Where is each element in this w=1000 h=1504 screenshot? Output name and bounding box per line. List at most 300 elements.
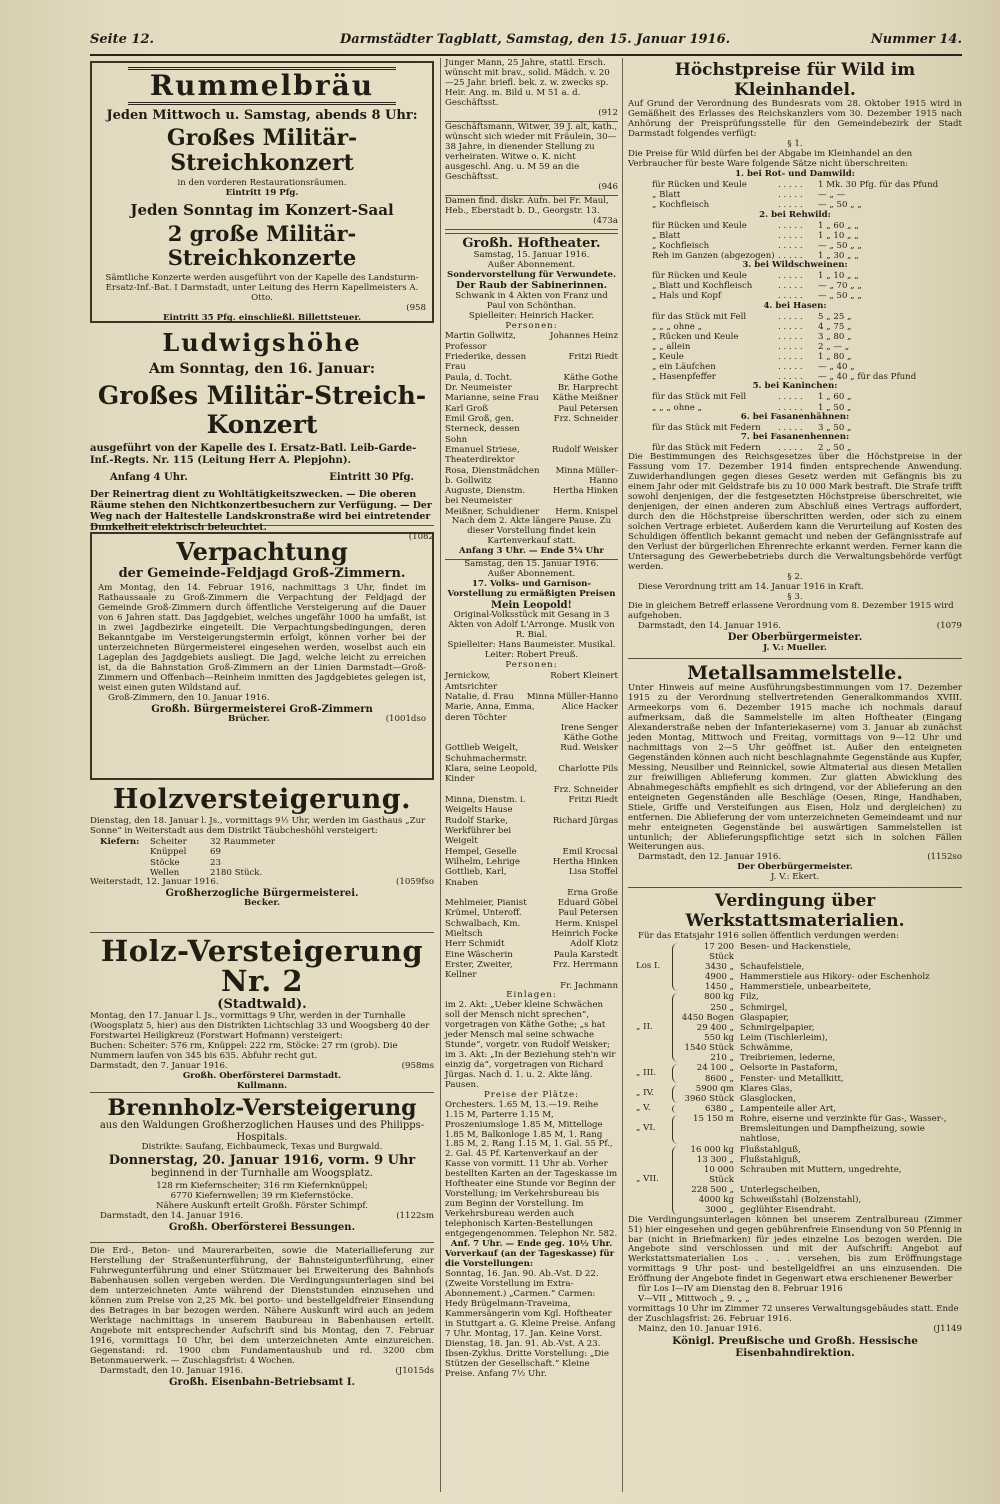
price-leader: . . . . . — [778, 190, 803, 201]
cast-row — [445, 898, 618, 908]
lot-desc: Hammerstiele aus Hikory- oder Eschenholz — [740, 972, 930, 983]
cast-actor: Rud. Weisker — [560, 743, 618, 754]
cast-actor: Frz. Schneider — [553, 413, 618, 424]
lot-item — [678, 1165, 962, 1185]
notice-schedule: V—VII „ Mittwoch „ 9. „ „ — [638, 1294, 750, 1305]
lot-qty: 3430 „ — [704, 962, 734, 973]
cast-row — [445, 939, 618, 949]
ad-rummelbraeu — [90, 61, 434, 323]
lot-qty: 3000 „ — [704, 1205, 734, 1216]
cast-row — [445, 743, 618, 764]
cast-row — [445, 331, 618, 352]
theater-note: 17. Volks- und Garnison-Vorstellung zu ermäßigten Preisen — [447, 578, 616, 599]
lot-label: Los I. — [636, 961, 661, 972]
price-leader: . . . . . — [778, 372, 803, 383]
theater-section-heading: Vorverkauf (an der Tageskasse) für die Vorstellungen: — [445, 1249, 615, 1270]
price-value: 4 „ 75 „ — [818, 321, 852, 332]
cast-role: Auguste, Dienstm. bei Neumeister — [445, 486, 526, 507]
cast-actor: Fr. Jachmann — [560, 980, 618, 991]
lot-item — [678, 962, 962, 972]
cast-row — [445, 847, 618, 857]
lot-qty: 8600 „ — [704, 1073, 734, 1084]
price-value: — „ 50 „ „ — [818, 291, 862, 302]
price-group-heading: 7. bei Fasanenhennen: — [740, 431, 850, 442]
ad-qty: 23 — [210, 857, 221, 868]
ad-item: Wellen — [150, 867, 180, 878]
lot-qty: 15 150 m — [693, 1114, 734, 1125]
cast-actor: Minna Müller-Hanno — [555, 465, 618, 486]
notice-place: Darmstadt, den 12. Januar 1916. — [638, 852, 782, 863]
ad-signature: Großh. Oberförsterei Darmstadt. — [182, 1070, 342, 1081]
lot-desc: Leim (Tischlerleim), — [740, 1033, 828, 1044]
cast-actor: Richard Jürgas — [552, 815, 618, 826]
lot-qty: 16 000 kg — [690, 1144, 734, 1155]
ad-title: Holzversteigerung. — [112, 784, 412, 815]
price-value: 3 „ 50 „ — [818, 422, 852, 433]
cast-row — [445, 960, 618, 981]
lot-desc: Schrauben mit Muttern, ungedrehte, — [740, 1164, 902, 1175]
lot-qty: 13 300 „ — [696, 1154, 734, 1165]
ad-code: (958 — [406, 302, 426, 313]
cast-role: Emil Groß, gen. Sterneck, dessen Sohn — [445, 413, 520, 445]
price-group-heading: 2. bei Rehwild: — [759, 209, 831, 220]
ad-start: Anfang 4 Uhr. — [110, 472, 188, 484]
lot-item — [678, 1053, 962, 1063]
cast-row — [445, 888, 618, 898]
cast-role: Eine Wäscherin — [445, 949, 513, 960]
page-header — [90, 32, 962, 54]
theater-cast-list — [445, 331, 618, 517]
ad-signature: Großh. Bürgermeisterei Groß-Zimmern — [151, 703, 373, 715]
price-leader: . . . . . — [778, 422, 803, 433]
notice-name: J. V.: Ekert. — [770, 872, 820, 883]
theater-director: Spielleiter: Hans Baumeister. Musikal. Leiter: Robert Preuß. — [447, 640, 616, 661]
lot-desc: Treibriemen, lederne, — [740, 1053, 836, 1064]
price-item: „ Rücken und Keule — [652, 331, 739, 342]
ad-qty: 69 — [210, 847, 221, 858]
lot-item — [678, 1043, 962, 1053]
price-item: „ „ „ ohne „ — [652, 321, 703, 332]
classified-ad-code: (473a — [593, 215, 618, 226]
cast-actor: Heinrich Focke — [551, 929, 618, 940]
lot-item — [678, 992, 962, 1002]
lot-qty: 1450 „ — [704, 982, 734, 993]
notice-body: Diese Verordnung tritt am 14. Januar 1916 in Kraft. — [638, 581, 864, 592]
theater-play-title: Mein Leopold! — [491, 599, 572, 611]
ad-body: ausgeführt von der Kapelle des I. Ersatz-Batl. Leib-Garde-Inf.-Regts. Nr. 115 (Leitung Herr A. Plepjohn). — [90, 443, 417, 466]
lot-items — [678, 1145, 962, 1216]
cast-row — [445, 795, 618, 816]
price-value: 1 „ 10 „ „ — [818, 230, 859, 241]
cast-row — [445, 486, 618, 507]
price-row — [628, 281, 962, 291]
price-row — [628, 392, 962, 402]
price-group-heading: 3. bei Wildschweinen: — [742, 260, 848, 271]
ad-brennholz — [90, 1093, 434, 1243]
cast-actor: Fritzi Riedt — [568, 795, 618, 806]
cast-row — [445, 867, 618, 888]
lot-block — [628, 1063, 962, 1083]
ad-place: Darmstadt, den 14. Januar 1916. — [100, 1210, 244, 1221]
ad-title: Brennholz-Versteigerung — [107, 1095, 417, 1121]
lot-item — [678, 1195, 962, 1205]
lot-items — [678, 992, 962, 1063]
ad-signature: Großherzogliche Bürgermeisterei. — [165, 887, 359, 899]
notice-verdingung — [628, 888, 962, 1359]
cast-actor: Lisa Stoffel — [568, 867, 618, 878]
price-group-heading: 4. bei Hasen: — [763, 300, 827, 311]
classified-ad — [445, 58, 618, 122]
price-value: 3 „ 80 „ — [818, 331, 852, 342]
ad-price: Eintritt 30 Pfg. — [329, 472, 414, 484]
price-leader: . . . . . — [778, 271, 803, 282]
price-value: — „ 40 „ — [818, 362, 855, 373]
price-row — [628, 241, 962, 251]
cast-row — [445, 785, 618, 795]
lot-block — [628, 1145, 962, 1216]
cast-actor: Paul Petersen — [558, 403, 618, 414]
column-left — [90, 58, 434, 1492]
ad-code: (1001dso — [385, 714, 426, 725]
cast-actor: Hertha Hinken — [552, 856, 618, 867]
price-group-heading: 6. bei Fasanenhähnen: — [740, 411, 850, 422]
lots-table — [628, 942, 962, 1216]
ad-holzversteigerung — [90, 783, 434, 933]
cast-actor: Adolf Klotz — [570, 939, 618, 950]
lot-label: „ III. — [636, 1067, 657, 1078]
lot-desc: Schwämme, — [740, 1043, 793, 1054]
price-value: — „ 70 „ „ — [818, 281, 862, 292]
lot-items — [678, 1104, 962, 1114]
price-value: 1 „ 60 „ „ — [818, 220, 859, 231]
cast-row — [445, 671, 618, 692]
hoftheater-program — [445, 233, 618, 1380]
cast-actor: Käthe Meißner — [552, 393, 618, 404]
ad-title: Ludwigshöhe — [162, 328, 362, 357]
cast-role: Rosa, Dienstmädchen b. Gollwitz — [445, 465, 540, 486]
ad-body: Der Reinertrag dient zu Wohltätigkeitszwecken. — Die oberen Räume stehen den Nichtkonzertbesuchern zur Verfügung. — Der Weg nach der Haltestelle Landskronstraße wird bei eintretender Dunkelheit elektrisch beleuchtet. — [90, 488, 432, 533]
price-row — [628, 180, 962, 190]
price-leader: . . . . . — [778, 281, 803, 292]
lot-desc: Unterlegscheiben, — [740, 1185, 821, 1196]
ad-line: aus den Waldungen Großherzoglichen Hauses und des Philipps-Hospitals. — [99, 1120, 425, 1143]
price-row — [628, 231, 962, 241]
lot-items — [678, 1084, 962, 1104]
lot-qty: 5900 qm — [695, 1083, 734, 1094]
price-row — [628, 362, 962, 372]
cast-row — [445, 857, 618, 867]
cast-role: Mehlmeier, Pianist — [445, 898, 527, 909]
price-leader: . . . . . — [778, 331, 803, 342]
ad-body: Die Erd-, Beton- und Maurerarbeiten, sowie die Materiallieferung zur Herstellung der Straßenunterführung, der Bahnsteigunterführung, einer Fuhrwegunterführung und einer Stützmauer bei Erweiterung des Bahnhofs Babenhausen sollen vergeben werden. Die Verdingungsunterlagen sind bei dem unterzeichneten Amte während der Dienststunden einzusehen und können zum Preise von 2,25 Mk. bei porto- und bestellgeldfreier Einsendung des Betrages in bar bezogen werden. Nähere Auskunft wird auch an jedem Werktage nachmittags in unserem Baubureau in Babenhausen erteilt. Angebote mit entsprechender Aufschrift sind bis Montag, den 7. Februar 1916, vormittags 10 Uhr, bei dem unterzeichneten Amte einzureichen. Gegenstand: rd. 1900 cbm Fundamentaushub und rd. 3200 cbm Betonmauerwerk. — Zuschlagsfrist: 4 Wochen. — [90, 1246, 434, 1366]
price-value: 1 Mk. 30 Pfg. für das Pfund — [818, 180, 939, 191]
theater-cast-heading: Personen: — [505, 320, 558, 331]
ad-signature: Großh. Oberförsterei Bessungen. — [168, 1221, 356, 1233]
classified-ad-text: Junger Mann, 25 Jahre, stattl. Ersch. wünscht mit brav., solid. Mädch. v. 20—25 Jahr. briefl. bek. z. w. zwecks sp. Heir. Ang. m. Bild u. M 51 a. d. Geschäftsst. — [445, 58, 610, 108]
price-item: für das Stück mit Fell — [652, 392, 747, 403]
price-item: „ „ allein — [652, 341, 691, 352]
ad-line: Am Sonntag, den 16. Januar: — [148, 360, 376, 377]
ad-body: Dienstag, den 18. Januar l. Js., vormittags 9½ Uhr, werden im Gasthaus „Zur Sonne“ in Weiterstadt aus dem Distrikt Täubcheshöhl versteigert: — [90, 816, 426, 837]
ad-item: Stöcke — [150, 857, 180, 868]
ad-line: 6770 Kiefernwellen; 39 rm Kiefernstöcke. — [170, 1190, 354, 1201]
cast-role: Friederike, dessen Frau — [445, 352, 527, 373]
ad-ludwigshoehe — [90, 326, 434, 543]
price-group-heading: 1. bei Rot- und Damwild: — [735, 169, 855, 180]
price-item: für das Stück mit Federn — [652, 422, 761, 433]
notice-metallsammelstelle — [628, 659, 962, 888]
price-value: 1 „ 10 „ „ — [818, 271, 859, 282]
lot-item — [678, 1033, 962, 1043]
ad-holzversteigerung-2 — [90, 933, 434, 1093]
price-value: — „ 50 „ „ — [818, 200, 862, 211]
price-row — [628, 322, 962, 332]
ad-body: Montag, den 17. Januar l. Js., vormittags 9 Uhr, werden in der Turnhalle (Woogsplatz 5, hier) aus den Distrikten Lichtschlag 33 und Woogsberg 40 der Forstwartei Heiligkreuz (Forstwart Hofmann) versteigert: — [90, 1010, 430, 1041]
notice-paragraph-number: § 3. — [787, 591, 803, 602]
ad-line: in den vorderen Restaurationsräumen. — [177, 177, 347, 188]
notice-title: Höchstpreise für Wild im Kleinhandel. — [674, 60, 916, 100]
notice-paragraph-number: § 2. — [787, 571, 803, 582]
page-number: Seite 12. — [90, 32, 155, 47]
cast-row — [445, 950, 618, 960]
cast-role: Gottlieb Weigelt, Schuhmachermstr. — [445, 743, 528, 764]
price-value: — „ 50 „ „ — [818, 240, 862, 251]
cast-role: Paula, d. Tocht. — [445, 372, 513, 383]
ad-code: (J1015ds — [395, 1365, 434, 1376]
ad-body: Sämtliche Konzerte werden ausgeführt von der Kapelle des Landsturm-Ersatz-Inf.-Bat. I Darmstadt, unter Leitung des Herrn Kapellmeisters A. Otto. — [105, 272, 419, 303]
cast-role: Erster, Zweiter, Kellner — [445, 960, 513, 981]
ad-headline: Großes Militär-Streichkonzert — [166, 124, 358, 177]
theater-body: Sonntag, 16. Jan. 90. Ab.-Vst. D 22. (Zweite Vorstellung im Extra-Abonnement.) „Carmen.“ Carmen: Hedy Brügelmann-Traveima, Kammersängerin vom Kgl. Hoftheater in Stuttgart a. G. Kleine Preise. Anfang 7 Uhr. Montag, 17. Jan. Keine Vorst. Dienstag, 18. Jan. 91. Ab.-Vst. A 23. Ibsen-Zyklus. Dritte Vorstellung: „Die Stützen der Gesellschaft.“ Kleine Preise. Anfang 7½ Uhr. — [445, 1269, 616, 1379]
ad-line: Donnerstag, 20. Januar 1916, vorm. 9 Uhr — [108, 1153, 416, 1169]
notice-code: (1152so — [927, 852, 962, 863]
lot-item — [678, 982, 962, 992]
lot-qty: 3960 Stück — [684, 1093, 734, 1104]
classified-ad-code: (912 — [598, 107, 618, 118]
price-leader: . . . . . — [778, 230, 803, 241]
lot-desc: Glasglocken, — [740, 1093, 796, 1104]
cast-actor: Herm. Knispel — [555, 918, 618, 929]
lot-item — [678, 1003, 962, 1013]
cast-actor: Frz. Herrmann — [552, 960, 618, 971]
notice-body: Für das Etatsjahr 1916 sollen öffentlich verdungen werden: — [638, 930, 899, 941]
ad-qty: 32 Raummeter — [210, 837, 276, 848]
cast-actor: Fritzi Riedt — [568, 352, 618, 363]
lot-qty: 17 200 Stück — [703, 941, 734, 962]
column-middle — [440, 58, 618, 1492]
classified-ad-text: Damen find. diskr. Aufn. bei Fr. Maul, Heb., Eberstadt b. D., Georgstr. 13. — [445, 195, 609, 216]
classified-ad — [445, 196, 618, 230]
ad-headline: 2 große Militär-Streichkonzerte — [167, 220, 357, 271]
lot-qty: 24 100 „ — [696, 1063, 734, 1074]
price-item: „ „ „ ohne „ — [652, 402, 703, 413]
cast-row — [445, 816, 618, 847]
cast-actor: Käthe Gothe — [563, 733, 618, 744]
ad-title: Verpachtung — [176, 537, 348, 566]
theater-note: Nach dem 2. Akte längere Pause. Zu dieser Vorstellung findet kein Kartenverkauf statt. — [451, 516, 612, 547]
lot-qty: 4000 kg — [698, 1195, 734, 1206]
theater-section-heading: Preise der Plätze: — [484, 1089, 579, 1100]
masthead-dateline: Darmstädter Tagblatt, Samstag, den 15. Januar 1916. — [340, 32, 731, 47]
lot-label: „ VII. — [636, 1174, 659, 1185]
cast-actor: Eduard Göbel — [557, 898, 618, 909]
notice-schedule: für Los I—IV am Dienstag den 8. Februar 1916 — [638, 1284, 843, 1295]
price-leader: . . . . . — [778, 392, 803, 403]
ad-wood-type: Kiefern: — [100, 837, 140, 848]
cast-role: Dr. Neumeister — [445, 383, 512, 394]
cast-actor: Herm. Knispel — [555, 506, 618, 517]
cast-actor: Paula Karstedt — [553, 949, 618, 960]
lot-block — [628, 1084, 962, 1104]
price-leader: . . . . . — [778, 291, 803, 302]
notice-body: Auf Grund der Verordnung des Bundesrats vom 28. Oktober 1915 wird in Gemäßheit des Erlasses des Reichskanzlers vom 30. Dezember 1915 nach Anhörung der Preisprüfungsstelle für den Gemeindebezirk der Stadt Darmstadt folgendes verfügt: — [628, 99, 962, 140]
cast-role: Krümel, Unteroff. — [445, 908, 522, 919]
lot-desc: Besen- und Hackenstiele, — [740, 941, 851, 952]
cast-actor: Frz. Schneider — [553, 784, 618, 795]
lot-items — [678, 1114, 962, 1144]
ad-code: (1122sm — [396, 1210, 434, 1221]
price-table — [628, 170, 962, 453]
theater-play-desc: Original-Volksstück mit Gesang in 3 Akten von Adolf L'Arronge. Musik von R. Bial. — [448, 610, 615, 641]
ad-line: Nähere Auskunft erteilt Großh. Förster Schimpf. — [155, 1200, 369, 1211]
cast-role: Marie, Anna, Emma, deren Töchter — [445, 702, 535, 723]
ad-code: (958ms — [401, 1060, 434, 1071]
ad-headline: Großes Militär-Streich-Konzert — [97, 381, 427, 440]
theater-subscription: Außer Abonnement. — [487, 259, 576, 270]
cast-row — [445, 383, 618, 393]
cast-role: Meißner, Schuldiener — [445, 506, 540, 517]
lot-qty: 210 „ — [710, 1053, 734, 1064]
cast-actor: Hertha Hinken — [552, 486, 618, 497]
cast-role: Hempel, Geselle — [445, 846, 517, 857]
price-value: 1 „ 80 „ — [818, 352, 852, 363]
lot-qty: 29 400 „ — [696, 1022, 734, 1033]
cast-role: Herr Schmidt — [445, 939, 505, 950]
price-item: für das Stück mit Federn — [652, 442, 761, 453]
lot-qty: 4900 „ — [704, 972, 734, 983]
price-item: „ Blatt — [652, 190, 681, 201]
cast-role: Klara, seine Leopold, Kinder — [445, 764, 538, 785]
ad-line: Jeden Mittwoch u. Samstag, abends 8 Uhr: — [106, 108, 418, 124]
ad-qty: 2180 Stück. — [210, 867, 263, 878]
price-value: 2 „ 50 „ — [818, 442, 852, 453]
cast-role: Wilhelm, Lehrige — [445, 856, 520, 867]
price-leader: . . . . . — [778, 321, 803, 332]
notice-signature: Der Oberbürgermeister. — [737, 862, 853, 873]
cast-row — [445, 702, 618, 723]
lot-item — [678, 1185, 962, 1195]
lot-items — [678, 1063, 962, 1083]
lot-desc: Oelsorte in Pastaform, — [740, 1063, 838, 1074]
lot-desc: geglühter Eisendraht. — [740, 1205, 836, 1216]
lot-item — [678, 1063, 962, 1073]
cast-role: Rudolf Starke, Werkführer bei Weigelt — [445, 815, 512, 847]
lot-item — [678, 1104, 962, 1114]
cast-role: Mieltsch — [445, 929, 483, 940]
ad-line: beginnend in der Turnhalle am Woogsplatz. — [151, 1168, 373, 1180]
cast-actor: Charlotte Pils — [558, 764, 618, 775]
lot-qty: 550 kg — [704, 1033, 734, 1044]
theater-date: Samstag, den 15. Januar 1916. — [464, 558, 599, 569]
ad-body: Buchen: Scheiter: 576 rm, Knüppel: 222 rm, Stöcke: 27 rm (grob). Die Nummern laufen von 345 bis 635. Abfuhr recht gut. — [90, 1040, 398, 1061]
ad-place: Darmstadt, den 7. Januar 1916. — [90, 1060, 228, 1071]
price-leader: . . . . . — [778, 402, 803, 413]
notice-place: Mainz, den 10. Januar 1916. — [638, 1324, 762, 1335]
ad-title: Holz-Versteigerung Nr. 2 — [100, 934, 424, 999]
theater-body: im 2. Akt: „Ueber kleine Schwächen soll der Mensch nicht sprechen“, vorgetragen von Käthe Gothe; „s hat jeder Mensch mal seine schwache Stunde“, vorgetr. von Rudolf Weisker; im 3. Akt: „In der Beziehung steh'n wir einzig da“, vorgetragen von Richard Jürgas. Nach d. 1. u. 2. Akte läng. Pausen. — [445, 999, 616, 1090]
notice-body: Die Bestimmungen des Reichsgesetzes über die Höchstpreise in der Fassung vom 17. Dezember 1914 finden entsprechende Anwendung. Zuwiderhandlungen gegen dieses Gesetz werden mit Gefängnis bis zu einem Jahr oder mit Geldstrafe bis zu 10 000 Mark bestraft. Die Strafe trifft sowohl denjenigen, der die festgesetzten Höchstpreise überschreitet, wie denjenigen, der einen anderen zum Abschluß eines Vertrags auffordert, durch den die Höchstpreise überschritten werden, oder sich zu einem solchen Vertrage erbietet. Außerdem kann die Verurteilung auf Kosten des Schuldigen öffentlich bekannt gemacht und neben der Gefängnisstrafe auf den Verlust der bürgerlichen Ehrenrechte erkannt werden. Ferner kann die Untersagung des Gewerbebetriebs durch die Verwaltungsbehörde verfügt werden. — [628, 451, 962, 572]
price-row — [628, 221, 962, 231]
price-value: 1 „ 30 „ „ — [818, 251, 859, 261]
cast-actor: Rudolf Weisker — [551, 444, 618, 455]
header-rule — [90, 54, 962, 56]
price-leader: . . . . . — [778, 180, 803, 191]
notice-body: Unter Hinweis auf meine Ausführungsbestimmungen vom 17. Dezember 1915 zu der Verordnung stellvertretenden Generalkommandos XVIII. Armeekorps vom 6. Dezember 1915 mache ich nochmals darauf aufmerksam, daß die Sammelstelle im alten Hoftheater (Eingang Alexanderstraße neben der Infanteriekaserne) vom 3. Januar ab zunächst jeden Montag, Mittwoch und Freitag, vormittags von 9—12 Uhr und nachmittags von 2—5 Uhr geöffnet ist. Außer den enteigneten Gegenständen können auch nicht beschlagnahmte Gegenstände aus Kupfer, Messing, Neusilber und Reinnickel, sowie Altmaterial aus diesen Metallen zur freiwilligen Ablieferung kommen. Zur glatten Abwicklung des Abnahmegeschäfts empfiehlt es sich dringend, vor der Ablieferung an den enteigneten Gegenständen alle Beschläge (Oesen, Ringe, Handhaben, Stiele, Griffe und Versteifungen aus Eisen, Holz und dergleichen) zu entfernen. Die Ablieferung der vom unterzeichneten Gemeindeamt und nur mehr enteigneten Gegenstände bei auswärtigen Sammelstellen ist untunlich; der Ablieferungspflichtige setzt sich in solchen Fällen Weiterungen aus. — [628, 682, 962, 853]
cast-row — [445, 733, 618, 743]
cast-actor: Robert Kleinert — [550, 671, 618, 682]
classified-ad-code: (946 — [598, 181, 618, 192]
theater-note: Sondervorstellung für Verwundete. — [447, 269, 616, 280]
price-item: für Rücken und Keule — [652, 180, 747, 191]
lot-desc: Glaspapier, — [740, 1012, 790, 1023]
lot-desc: Klares Glas, — [740, 1083, 793, 1094]
price-leader: . . . . . — [778, 341, 803, 352]
lot-item — [678, 1114, 962, 1144]
ad-item: Knüppel — [150, 847, 187, 858]
theater-times: Anfang 3 Uhr. — Ende 5¼ Uhr — [459, 546, 604, 557]
price-value: — „ — — [818, 190, 846, 201]
price-item: „ Blatt — [652, 230, 681, 241]
cast-role: Minna, Dienstm. i. Weigelts Hause — [445, 795, 526, 816]
theater-cast-list — [445, 671, 618, 991]
cast-actor: Paul Petersen — [558, 908, 618, 919]
lot-label: „ V. — [636, 1103, 651, 1114]
notice-paragraph-number: § 1. — [787, 139, 803, 150]
lot-desc: Schweißstahl (Bolzenstahl), — [740, 1195, 862, 1206]
cast-role: Karl Groß — [445, 403, 489, 414]
theater-title: Großh. Hoftheater. — [462, 235, 601, 251]
ad-item: Scheiter — [150, 837, 187, 848]
theater-times: Anf. 7 Uhr. — Ende geg. 10½ Uhr. — [450, 1239, 613, 1250]
cast-row — [445, 393, 618, 403]
lot-item — [678, 1013, 962, 1023]
price-leader: . . . . . — [778, 220, 803, 231]
price-item: für Rücken und Keule — [652, 271, 747, 282]
price-item: „ ein Läufchen — [652, 362, 716, 373]
notice-body: Die Preise für Wild dürfen bei der Abgabe im Kleinhandel an den Verbraucher für beste Ware folgende Sätze nicht überschreiten: — [628, 149, 913, 170]
price-leader: . . . . . — [778, 200, 803, 211]
cast-row — [445, 919, 618, 929]
price-item: Reh im Ganzen (abgezogen) — [652, 251, 775, 261]
cast-actor: Emil Krocsal — [562, 846, 618, 857]
lot-desc: Schaufelstiele, — [740, 962, 805, 973]
lot-item — [678, 1094, 962, 1104]
theater-play-title: Der Raub der Sabinerinnen. — [455, 280, 608, 292]
lot-qty: 228 500 „ — [691, 1185, 734, 1196]
lot-block — [628, 1104, 962, 1114]
cast-row — [445, 352, 618, 373]
ad-name: Becker. — [243, 898, 281, 909]
lot-block — [628, 1114, 962, 1144]
price-leader: . . . . . — [778, 352, 803, 363]
price-value: — „ 40 „ für das Pfund — [818, 372, 917, 383]
lot-desc: Hammerstiele, unbearbeitete, — [740, 982, 872, 993]
ad-line: (Stadtwald). — [217, 996, 307, 1012]
notice-signature: Königl. Preußische und Großh. Hessische Eisenbahndirektion. — [672, 1335, 918, 1360]
notice-name: J. V.: Mueller. — [763, 642, 827, 653]
ad-place: Groß-Zimmern, den 10. Januar 1916. — [108, 692, 270, 703]
ad-eisenbahn-arbeiten — [90, 1243, 434, 1388]
